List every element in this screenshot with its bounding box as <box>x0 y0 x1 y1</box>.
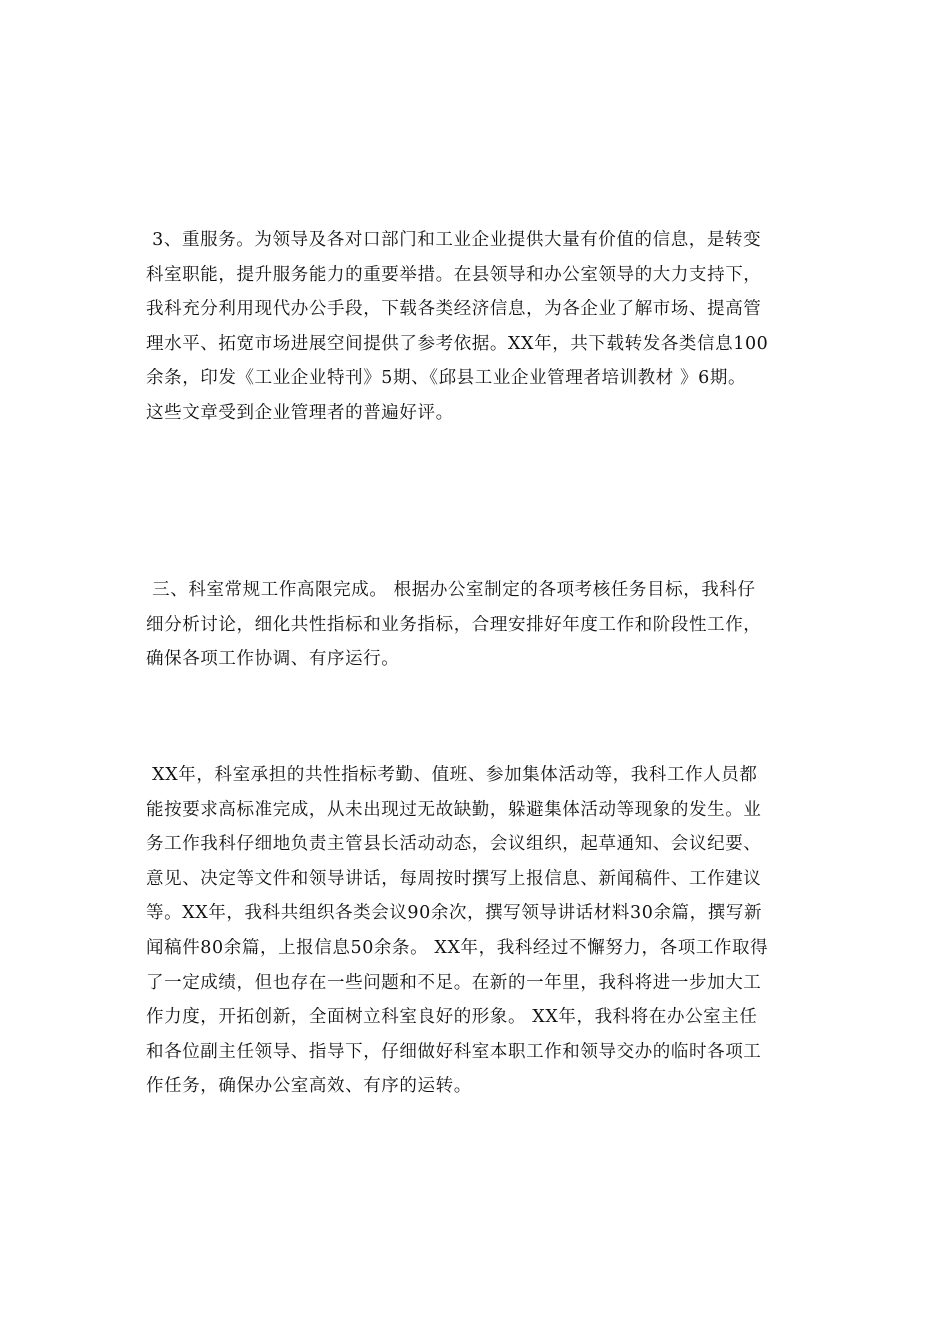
paragraph-line: 确保各项工作协调、有序运行。 <box>146 649 400 670</box>
paragraph-line: 能按要求高标准完成，从未出现过无故缺勤，躲避集体活动等现象的发生。业 <box>146 799 762 820</box>
paragraph-line: 务工作我科仔细地负责主管县长活动动态，会议组织，起草通知、会议纪要、 <box>146 834 762 855</box>
paragraph-line: 我科充分利用现代办公手段，下载各类经济信息，为各企业了解市场、提高管 <box>146 299 762 320</box>
paragraph-line: 3、重服务。为领导及各对口部门和工业企业提供大量有价值的信息，是转变 <box>146 230 762 250</box>
paragraph-line: 作力度，开拓创新，全面树立科室良好的形象。 XX年，我科将在办公室主任 <box>146 1007 758 1028</box>
paragraph-line: 余条，印发《工业企业特刊》5期、《邱县工业企业管理者培训教材 》6期。 <box>146 368 747 389</box>
paragraph-service <box>146 223 806 431</box>
paragraph-line: 和各位副主任领导、指导下，仔细做好科室本职工作和领导交办的临时各项工 <box>146 1041 762 1062</box>
paragraph-line: 意见、决定等文件和领导讲话，每周按时撰写上报信息、新闻稿件、工作建议 <box>146 868 762 889</box>
paragraph-line: 等。XX年，我科共组织各类会议90余次，撰写领导讲话材料30余篇，撰写新 <box>146 903 763 924</box>
paragraph-line: 这些文章受到企业管理者的普遍好评。 <box>146 402 454 423</box>
paragraph-line: 作任务，确保办公室高效、有序的运转。 <box>146 1076 472 1097</box>
paragraph-line: XX年，科室承担的共性指标考勤、值班、参加集体活动等，我科工作人员都 <box>146 765 758 785</box>
paragraph-line: 闻稿件80余篇，上报信息50余条。 XX年，我科经过不懈努力，各项工作取得 <box>146 937 769 958</box>
paragraph-line: 理水平、拓宽市场进展空间提供了参考依据。XX年，共下载转发各类信息100 <box>146 333 769 354</box>
paragraph-annual-summary <box>146 758 806 1104</box>
paragraph-line: 三、科室常规工作高限完成。 根据办公室制定的各项考核任务目标，我科仔 <box>146 580 756 600</box>
paragraph-routine-work <box>146 573 806 677</box>
paragraph-line: 细分析讨论，细化共性指标和业务指标，合理安排好年度工作和阶段性工作， <box>146 614 762 635</box>
paragraph-line: 了一定成绩，但也存在一些问题和不足。在新的一年里，我科将进一步加大工 <box>146 972 762 993</box>
paragraph-line: 科室职能，提升服务能力的重要举措。在县领导和办公室领导的大力支持下， <box>146 264 762 285</box>
